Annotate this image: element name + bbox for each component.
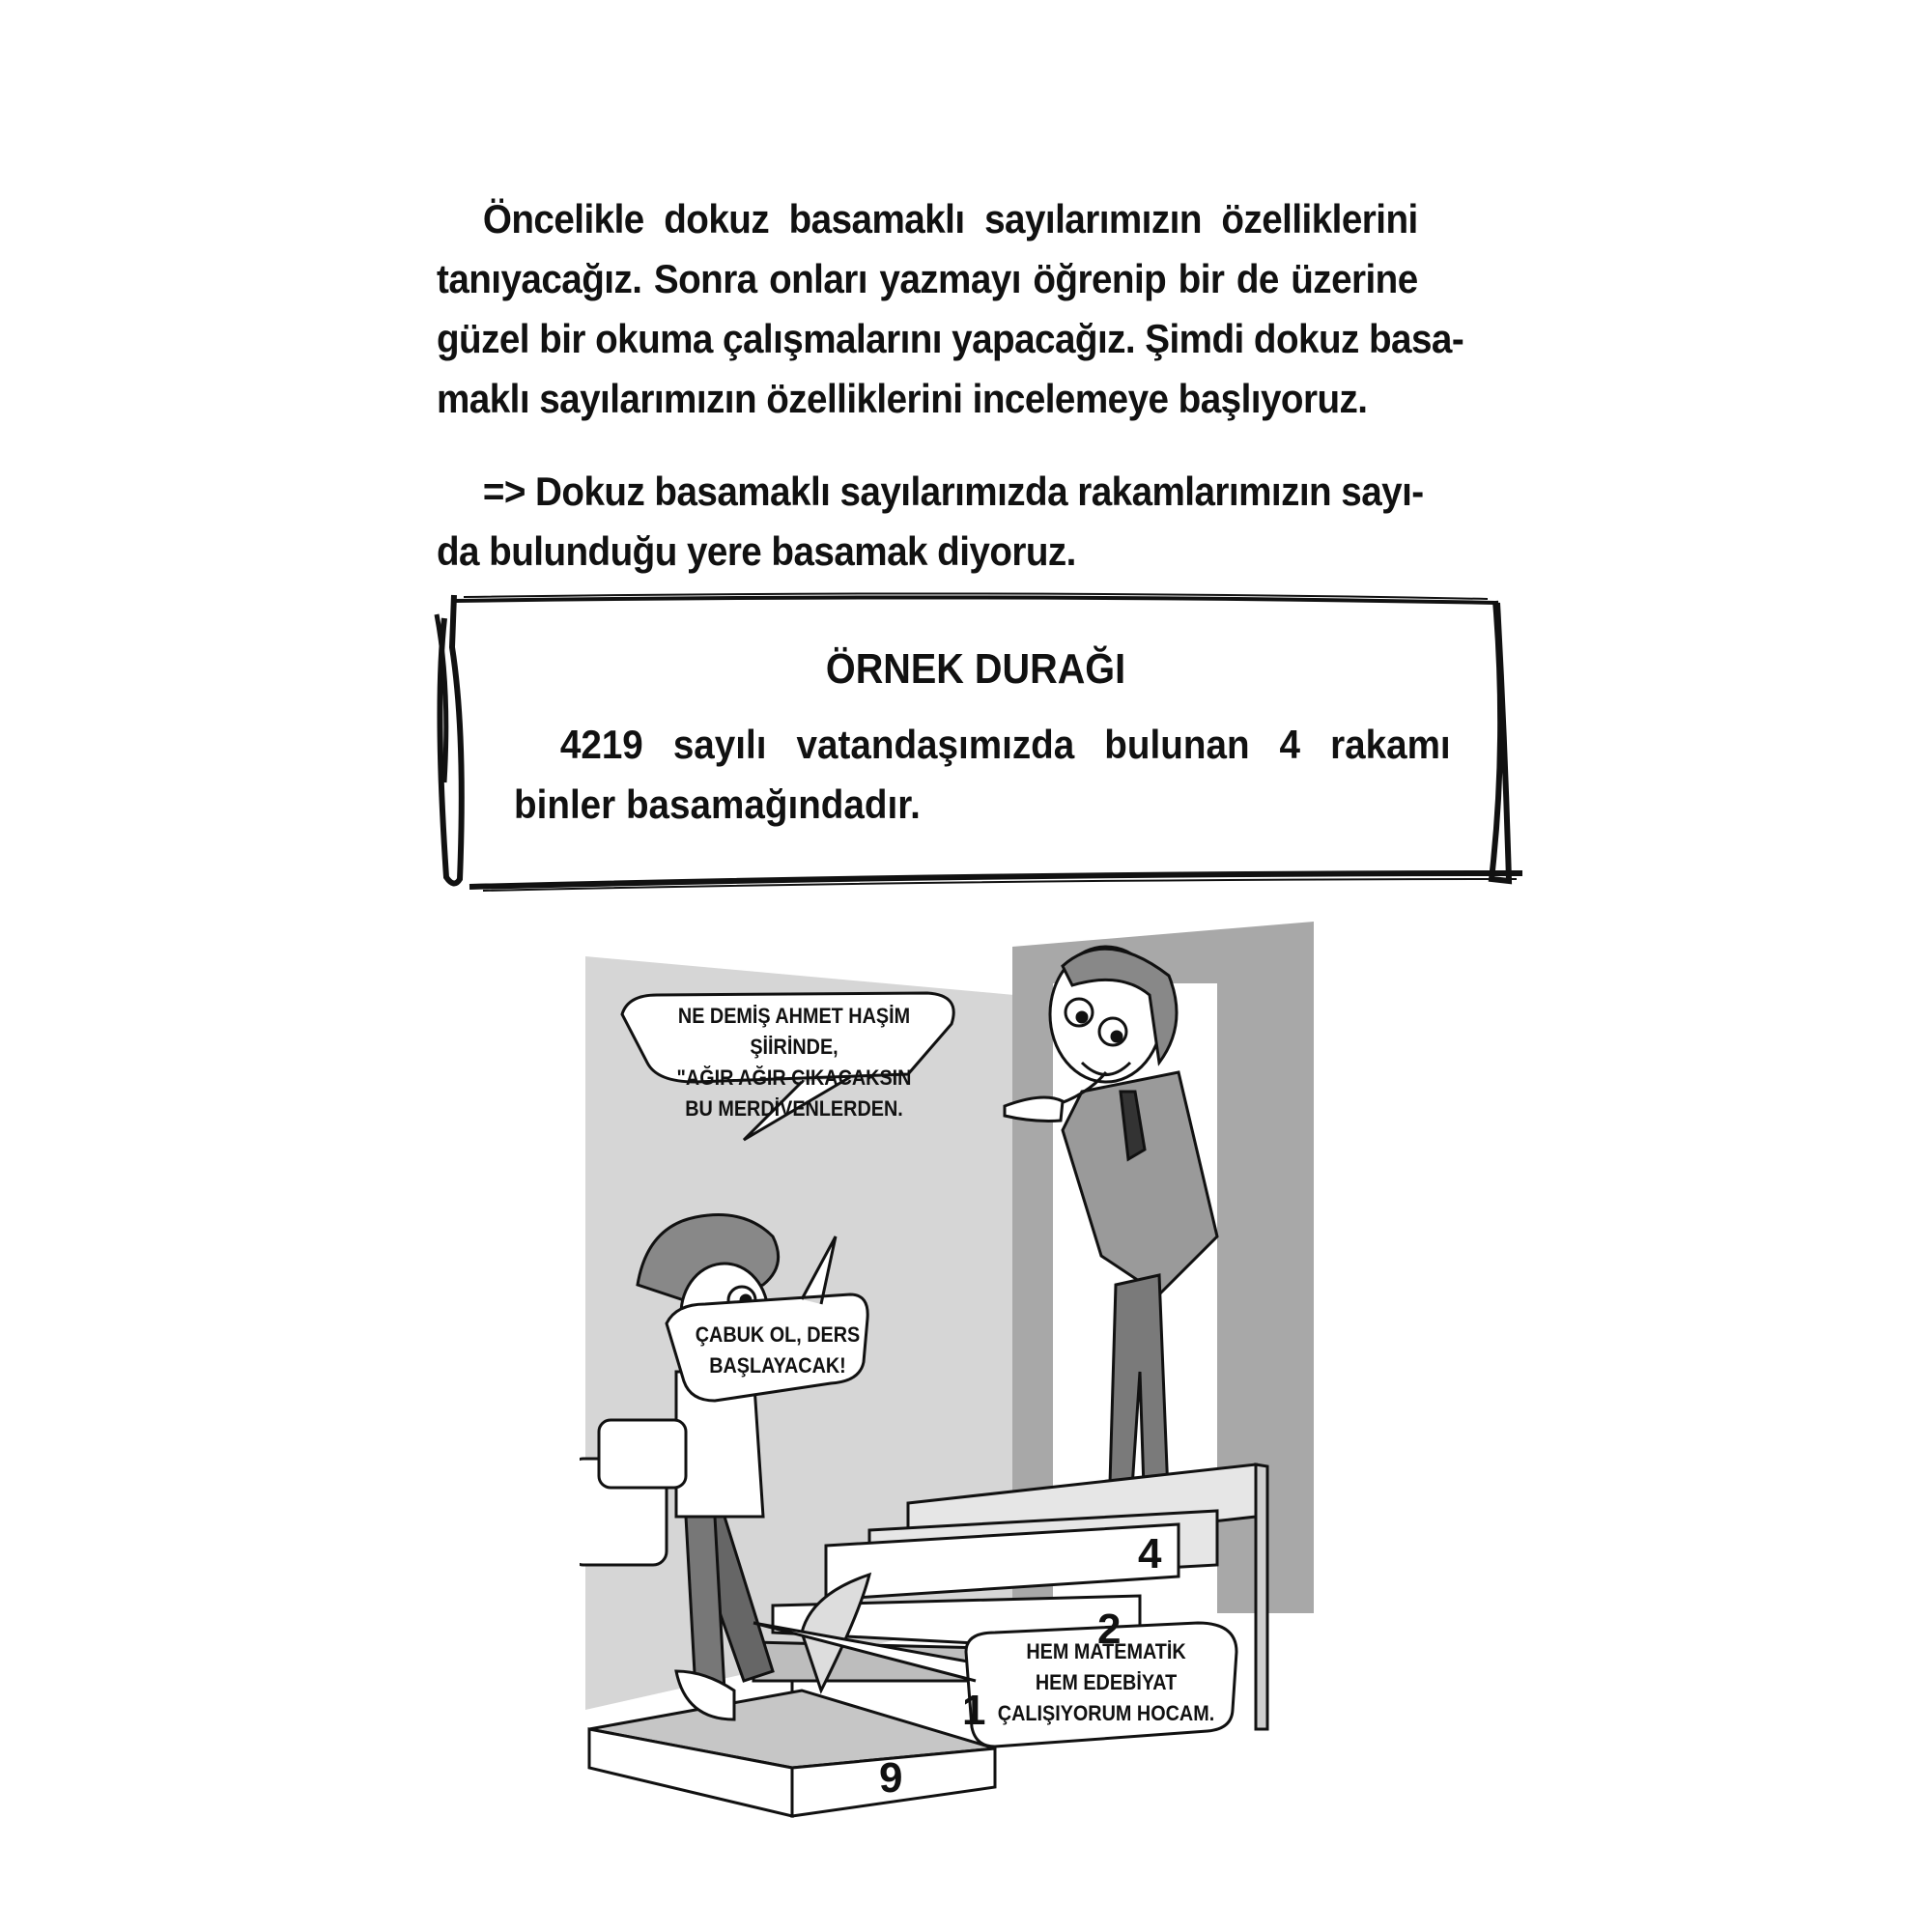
definition-line: => Dokuz basamaklı sayılarımızda rakamlarımızın sayı-	[482, 469, 1424, 514]
definition-line: da bulunduğu yere basamak diyoruz.	[437, 528, 1076, 574]
bubble-line: HEM MATEMATİK	[1026, 1639, 1186, 1663]
bubble-line: HEM EDEBİYAT	[1035, 1670, 1178, 1694]
bubble-line: NE DEMİŞ AHMET HAŞİM ŞİİRİNDE,	[677, 1004, 911, 1059]
bubble-line: "AĞIR AĞIR CIKACAKSIN	[676, 1065, 912, 1090]
intro-paragraph	[437, 189, 1464, 429]
speech-bubble-boy	[655, 1001, 933, 1124]
example-line: binler basamağındadır.	[514, 781, 921, 827]
bubble-line: BAŞLAYACAK!	[709, 1353, 846, 1378]
definition-paragraph	[437, 462, 1424, 582]
step-number-4: 4	[1138, 1530, 1162, 1577]
intro-line: güzel bir okuma çalışmalarını yapacağız. Şimdi dokuz basa-	[437, 316, 1464, 361]
intro-line: Öncelikle dokuz basamaklı sayılarımızın özelliklerini	[482, 196, 1418, 242]
bubble-line: BU MERDİVENLERDEN.	[685, 1096, 903, 1121]
cartoon-illustration	[580, 918, 1352, 1826]
step-number-1: 1	[962, 1687, 986, 1734]
example-text	[514, 715, 1451, 835]
step-number-9: 9	[879, 1754, 903, 1802]
intro-line: tanıyacağız. Sonra onları yazmayı öğrenip bir de üzerine	[437, 256, 1418, 301]
bubble-line: ÇALIŞIYORUM HOCAM.	[997, 1701, 1215, 1725]
example-box	[425, 589, 1526, 898]
intro-line: maklı sayılarımızın özelliklerini incelemeye başlıyoruz.	[437, 376, 1368, 421]
step-number-2: 2	[1097, 1605, 1122, 1653]
stair-landing-side	[1256, 1464, 1267, 1729]
bubble-line: ÇABUK OL, DERS	[695, 1322, 861, 1347]
example-line: 4219 sayılı vatandaşımızda bulunan 4 rakamı	[559, 722, 1451, 767]
speech-bubble-teacher	[696, 1320, 861, 1381]
example-title: ÖRNEK DURAĞI	[825, 645, 1126, 693]
